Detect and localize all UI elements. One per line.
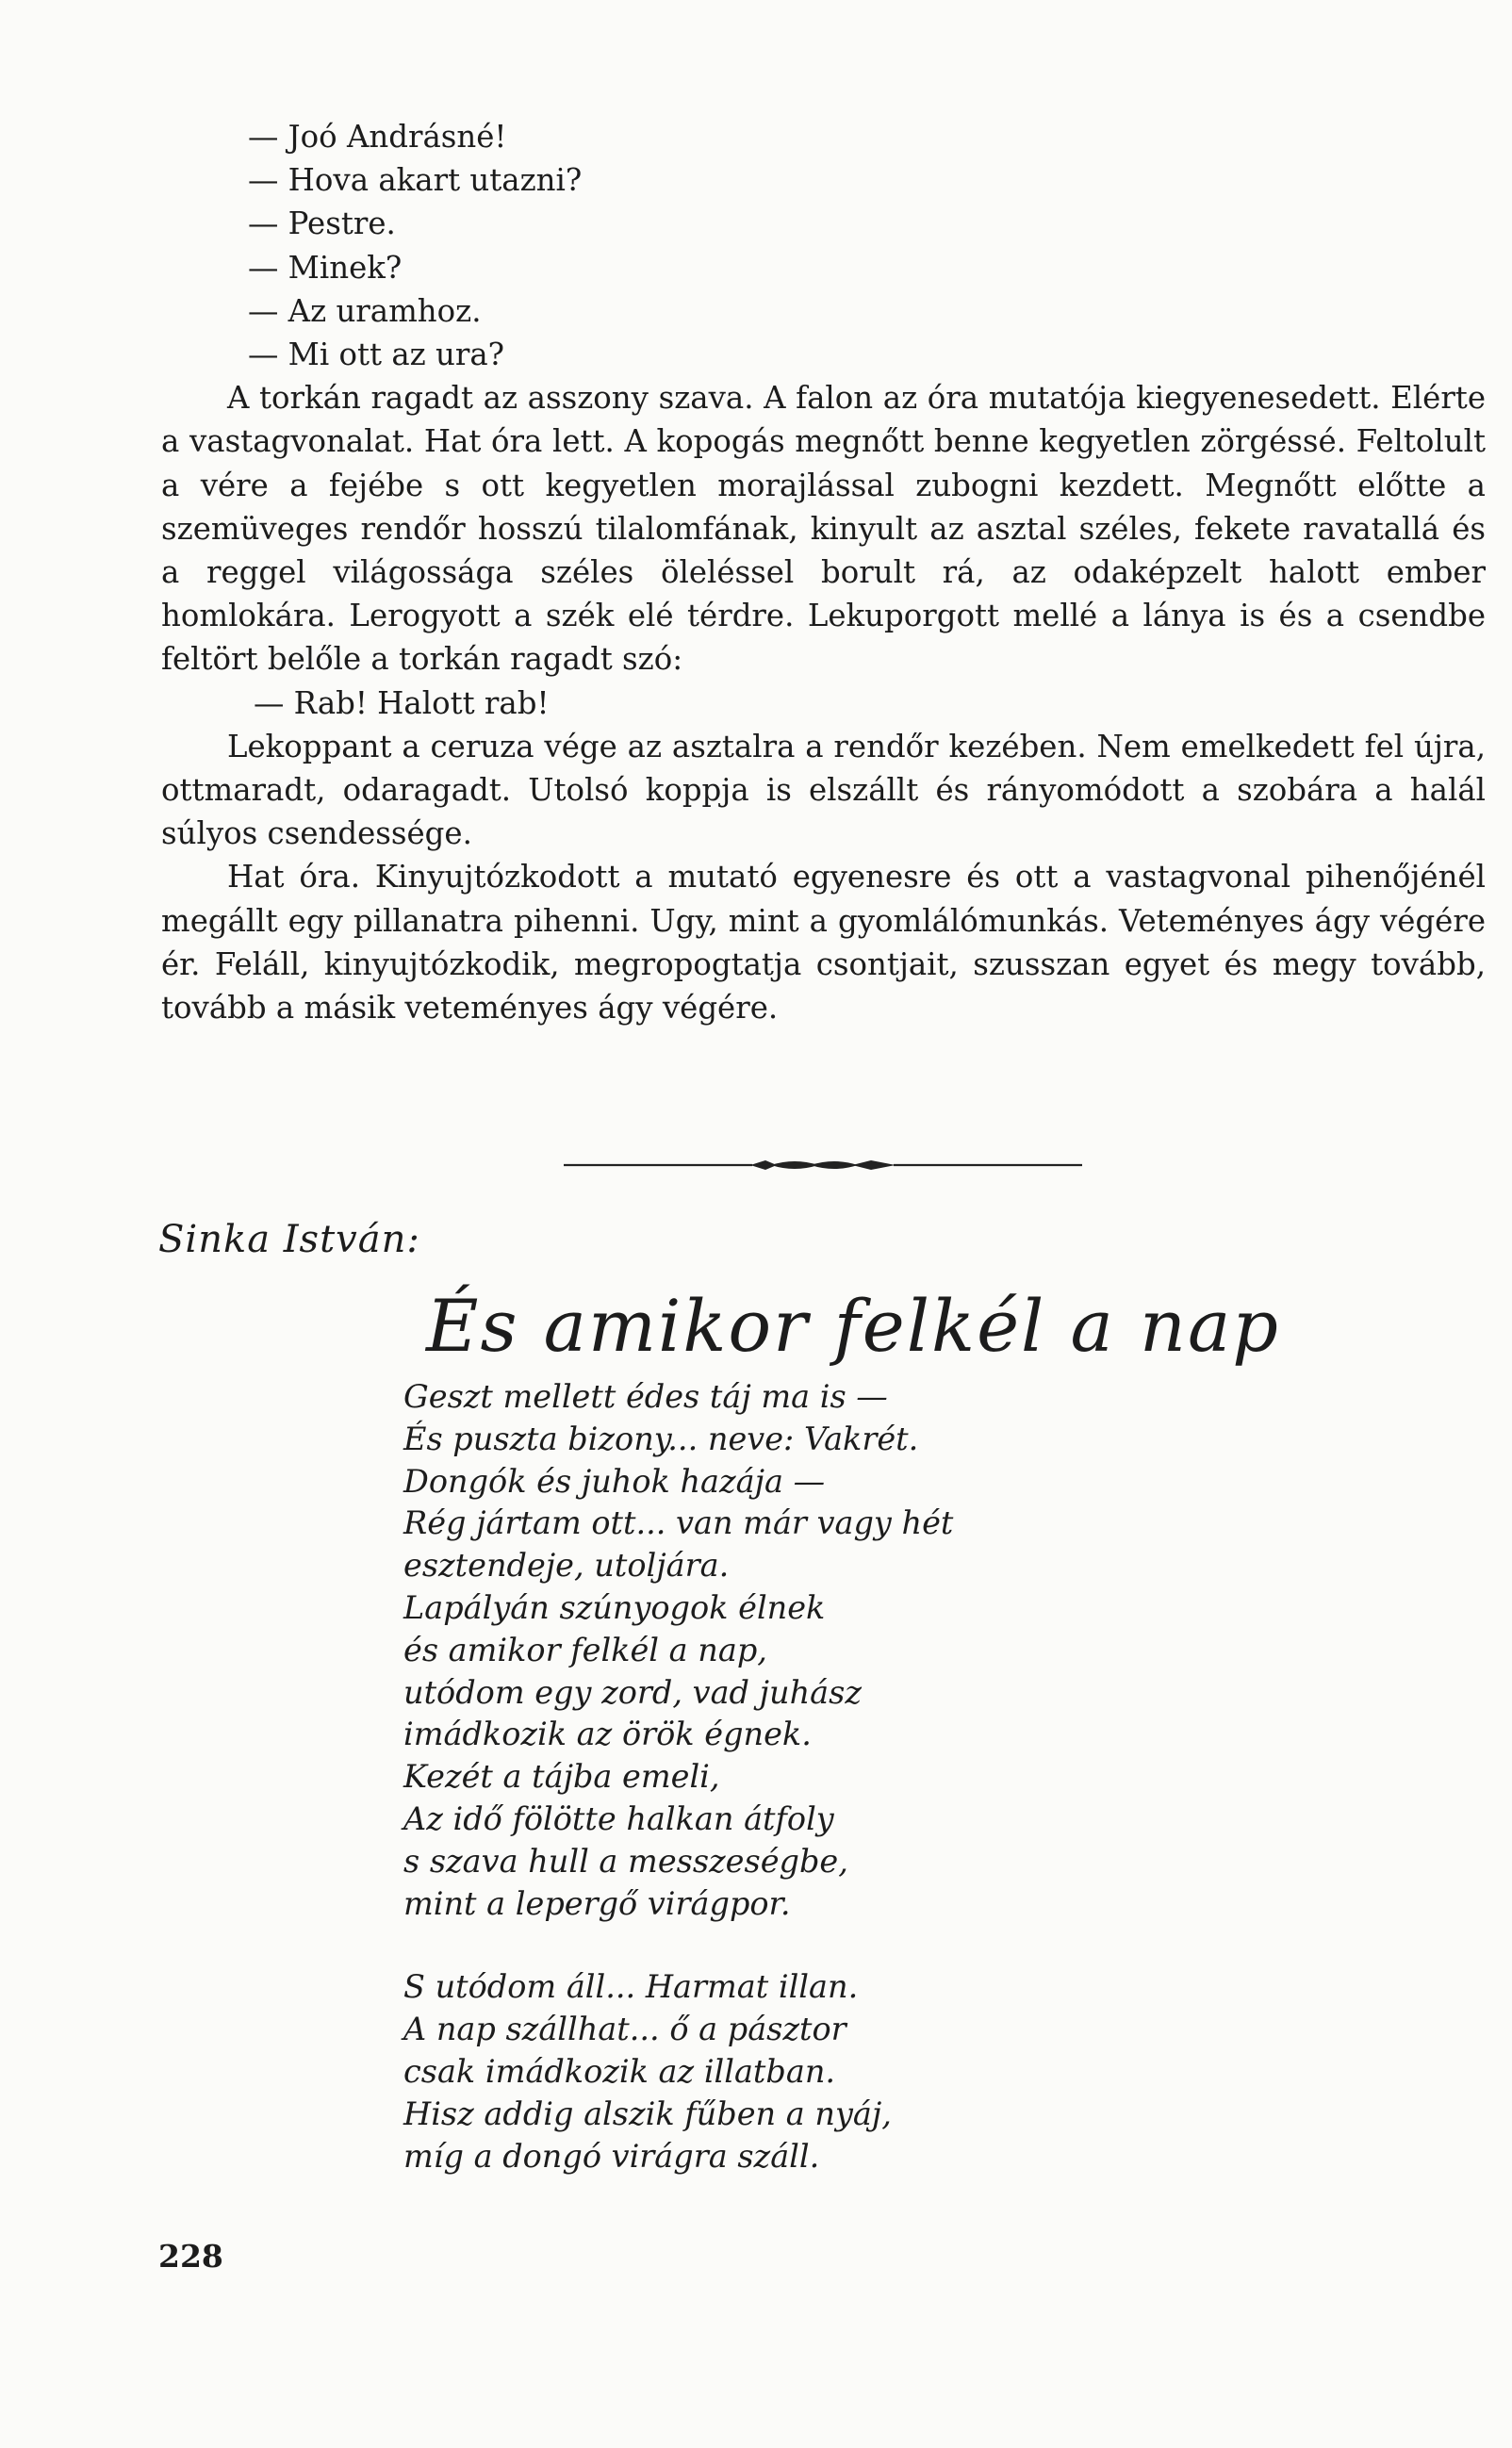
dialogue-line: — Az uramhoz. bbox=[248, 292, 482, 329]
paragraph: Hat óra. Kinyujtózkodott a mutató egyenesre és ott a vastagvonal pihenőjénél megállt egy pillanatra pihenni. Ugy, mint a gyomlálómunkás. Veteményes ágy végére ér. Feláll, kinyujtózkodik, megropogtatja csontjait, szusszan egyet és megy tovább, tovább a másik veteményes ágy végére. bbox=[161, 859, 1486, 1027]
dialogue-line: — Pestre. bbox=[248, 205, 396, 242]
poem-line: míg a dongó virágra száll. bbox=[403, 2137, 820, 2175]
poem-line: csak imádkozik az illatban. bbox=[403, 2052, 836, 2090]
poem-line: esztendeje, utoljára. bbox=[403, 1547, 730, 1585]
dialogue-line: — Minek? bbox=[248, 249, 403, 286]
poem-line: Kezét a tájba emeli, bbox=[403, 1758, 720, 1796]
section-divider bbox=[564, 1158, 1082, 1172]
dialogue-line: — Hova akart utazni? bbox=[248, 162, 583, 199]
exclamation-line: — Rab! Halott rab! bbox=[254, 684, 550, 721]
poem-line: Dongók és juhok hazája — bbox=[403, 1462, 826, 1500]
poem-line: és amikor felkél a nap, bbox=[403, 1631, 767, 1668]
poem-line: utódom egy zord, vad juhász bbox=[403, 1673, 862, 1711]
poem-line: S utódom áll... Harmat illan. bbox=[403, 1968, 859, 2006]
poem-title: És amikor felkél a nap bbox=[426, 1284, 1280, 1368]
poem-line: Rég jártam ott... van már vagy hét bbox=[403, 1504, 954, 1542]
page-number: 228 bbox=[158, 2238, 223, 2275]
poem-body bbox=[403, 1376, 953, 2177]
dialogue-line: — Joó Andrásné! bbox=[248, 119, 507, 155]
paragraph: Lekoppant a ceruza vége az asztalra a rendőr kezében. Nem emelkedett fel újra, ottmaradt, odaragadt. Utolsó koppja is elszállt és rányomódott a szobára a halál súlyos csendessége. bbox=[161, 728, 1486, 852]
poem-stanza bbox=[403, 1966, 953, 2177]
poem-line: Lapályán szúnyogok élnek bbox=[403, 1588, 826, 1626]
poem-line: A nap szállhat... ő a pásztor bbox=[403, 2011, 846, 2048]
prose-section bbox=[161, 115, 1486, 1029]
dialogue-line: — Mi ott az ura? bbox=[248, 337, 505, 373]
poem-line: Geszt mellett édes táj ma is — bbox=[403, 1378, 888, 1415]
poem-line: s szava hull a messzeségbe, bbox=[403, 1842, 848, 1880]
poem-author: Sinka István: bbox=[158, 1218, 420, 1261]
poem-line: És puszta bizony... neve: Vakrét. bbox=[403, 1420, 919, 1457]
poem-line: Hisz addig alszik fűben a nyáj, bbox=[403, 2095, 892, 2132]
poem-line: imádkozik az örök égnek. bbox=[403, 1716, 812, 1753]
poem-line: mint a lepergő virágpor. bbox=[403, 1884, 791, 1922]
dialogue-lines bbox=[161, 115, 1486, 376]
poem-line: Az idő fölötte halkan átfoly bbox=[403, 1799, 834, 1837]
paragraph: A torkán ragadt az asszony szava. A falon az óra mutatója kiegyenesedett. Elérte a vastagvonalat. Hat óra lett. A kopogás megnőtt benne kegyetlen zörgéssé. Feltolult a vére a fejébe s ott kegyetlen morajlással zubogni kezdett. Megnőtt előtte a szemüveges rendőr hosszú tilalomfának, kinyult az asztal széles, fekete ravatallá és a reggel világossága széles öleléssel borult rá, az odaképzelt halott ember homlokára. Lerogyott a szék elé térdre. Lekuporgott mellé a lánya is és a csendbe feltört belőle a torkán ragadt szó: bbox=[161, 380, 1486, 678]
poem-stanza bbox=[403, 1376, 953, 1925]
